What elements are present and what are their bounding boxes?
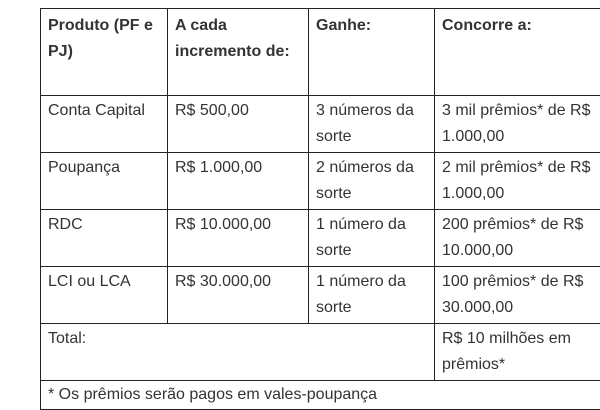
cell-produto: LCI ou LCA <box>41 267 168 324</box>
total-value: R$ 10 milhões em prêmios* <box>435 324 600 381</box>
header-produto: Produto (PF e PJ) <box>41 9 168 96</box>
cell-incremento: R$ 10.000,00 <box>168 210 309 267</box>
total-row <box>41 324 600 381</box>
header-concorre: Concorre a: <box>435 9 600 96</box>
table-header-row <box>41 9 600 96</box>
header-incremento: A cada incremento de: <box>168 9 309 96</box>
cell-incremento: R$ 30.000,00 <box>168 267 309 324</box>
table-row <box>41 267 600 324</box>
cell-ganhe: 3 números da sorte <box>309 96 435 153</box>
table-row <box>41 96 600 153</box>
total-label: Total: <box>41 324 435 381</box>
footnote-row <box>41 381 600 410</box>
footnote: * Os prêmios serão pagos em vales-poupança <box>41 381 600 410</box>
table-row <box>41 153 600 210</box>
cell-ganhe: 1 número da sorte <box>309 267 435 324</box>
header-ganhe: Ganhe: <box>309 9 435 96</box>
cell-incremento: R$ 500,00 <box>168 96 309 153</box>
cell-concorre: 200 prêmios* de R$ 10.000,00 <box>435 210 600 267</box>
cell-produto: Poupança <box>41 153 168 210</box>
cell-produto: Conta Capital <box>41 96 168 153</box>
cell-ganhe: 2 números da sorte <box>309 153 435 210</box>
cell-incremento: R$ 1.000,00 <box>168 153 309 210</box>
table-row <box>41 210 600 267</box>
cell-produto: RDC <box>41 210 168 267</box>
prize-table <box>40 8 600 410</box>
cell-ganhe: 1 número da sorte <box>309 210 435 267</box>
cell-concorre: 3 mil prêmios* de R$ 1.000,00 <box>435 96 600 153</box>
cell-concorre: 2 mil prêmios* de R$ 1.000,00 <box>435 153 600 210</box>
cell-concorre: 100 prêmios* de R$ 30.000,00 <box>435 267 600 324</box>
